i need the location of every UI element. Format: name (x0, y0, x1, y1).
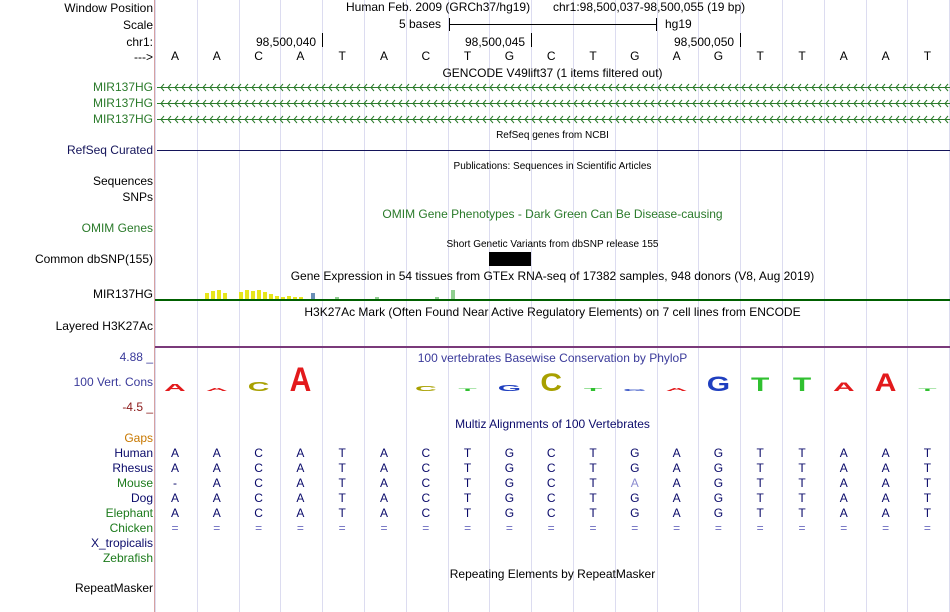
alignment-base-human: G (713, 446, 724, 460)
alignment-base-mouse: T (923, 476, 932, 490)
gencode-label-1[interactable]: MIR137HG (92, 80, 153, 94)
alignment-base-chicken: = (505, 521, 513, 535)
alignment-base-rhesus: C (421, 461, 431, 475)
reference-base: T (463, 49, 472, 63)
alignment-base-rhesus: A (296, 461, 305, 475)
alignment-base-mouse: A (881, 476, 890, 490)
sequences-label[interactable]: Sequences (92, 174, 153, 188)
alignment-base-chicken: = (840, 521, 848, 535)
species-label-xtropicalis[interactable]: X_tropicalis (90, 536, 153, 550)
alignment-base-rhesus: T (463, 461, 472, 475)
alignment-base-dog: A (379, 491, 388, 505)
refseq-track-title: RefSeq genes from NCBI (496, 130, 609, 141)
alignment-base-rhesus: T (589, 461, 597, 475)
species-label-rhesus[interactable]: Rhesus (112, 461, 153, 475)
conservation-letter: A (874, 368, 897, 397)
gtex-tissue-bar[interactable] (451, 290, 455, 299)
conservation-letter: C (414, 384, 437, 393)
species-label-human[interactable]: Human (114, 446, 153, 460)
alignment-base-rhesus: A (379, 461, 388, 475)
reference-base: C (546, 49, 556, 63)
alignment-base-chicken: = (547, 521, 555, 535)
alignment-base-dog: G (504, 491, 515, 505)
conservation-letter: A (665, 386, 688, 393)
alignment-base-mouse: C (254, 476, 263, 490)
alignment-base-elephant: A (296, 506, 305, 520)
reference-base: A (672, 49, 681, 63)
alignment-base-elephant: A (839, 506, 848, 520)
reference-base: T (923, 49, 932, 63)
alignment-base-elephant: A (212, 506, 221, 520)
refseq-gene-line[interactable] (157, 150, 950, 151)
reference-base: A (379, 49, 388, 63)
reference-base: A (296, 49, 305, 63)
alignment-base-mouse: T (589, 476, 597, 490)
alignment-base-chicken: = (882, 521, 890, 535)
alignment-base-dog: T (463, 491, 472, 505)
conservation-letter: G (706, 371, 731, 396)
phylop-conservation-logo[interactable] (155, 360, 950, 399)
alignment-base-rhesus: C (254, 461, 263, 475)
alignment-base-mouse: T (338, 476, 346, 490)
alignment-base-rhesus: G (630, 461, 640, 475)
alignment-base-elephant: C (421, 506, 431, 520)
alignment-base-dog: T (338, 491, 346, 505)
alignment-base-mouse: A (839, 476, 848, 490)
alignment-base-human: A (212, 446, 221, 460)
alignment-base-elephant: T (463, 506, 472, 520)
snps-label[interactable]: SNPs (122, 190, 153, 204)
conservation-letter: T (918, 388, 937, 392)
alignment-base-elephant: A (379, 506, 388, 520)
alignment-base-chicken: = (171, 521, 179, 535)
h3k27ac-label[interactable]: Layered H3K27Ac (55, 319, 153, 333)
ruler-tick-1 (322, 33, 323, 47)
alignment-base-rhesus: G (504, 461, 515, 475)
dbsnp-variant-block[interactable] (489, 252, 531, 266)
alignment-base-chicken: = (673, 521, 681, 535)
reference-base: G (630, 49, 640, 63)
alignment-base-elephant: G (504, 506, 515, 520)
alignment-base-mouse: A (379, 476, 388, 490)
conservation-letter: C (247, 379, 270, 394)
species-label-chicken[interactable]: Chicken (109, 521, 153, 535)
ruler-tick-label-1: 98,500,040 (256, 35, 317, 49)
alignment-base-human: T (338, 446, 346, 460)
position-title: chr1:98,500,037-98,500,055 (19 bp) (553, 0, 746, 14)
alignment-base-human: C (546, 446, 556, 460)
scale-bar-start (449, 18, 450, 31)
reference-base: T (338, 49, 346, 63)
alignment-base-mouse: - (173, 476, 177, 490)
reference-base: T (798, 49, 806, 63)
conservation-letter: T (458, 388, 477, 392)
alignment-base-human: C (254, 446, 263, 460)
chrom-label: chr1: (126, 35, 153, 49)
alignment-base-rhesus: T (798, 461, 806, 475)
alignment-base-rhesus: A (881, 461, 890, 475)
alignment-base-rhesus: T (338, 461, 346, 475)
cons-track-label[interactable]: 100 Vert. Cons (73, 375, 153, 389)
alignment-base-human: A (881, 446, 890, 460)
alignment-base-human: A (170, 446, 179, 460)
phylop-track-title: 100 vertebrates Basewise Conservation by PhyloP (417, 351, 688, 365)
alignment-base-elephant: A (881, 506, 890, 520)
alignment-base-human: T (756, 446, 764, 460)
alignment-base-human: A (839, 446, 848, 460)
alignment-base-dog: T (589, 491, 597, 505)
alignment-base-chicken: = (756, 521, 764, 535)
alignment-base-elephant: T (589, 506, 597, 520)
gencode-label-2[interactable]: MIR137HG (92, 96, 153, 110)
alignment-base-human: G (630, 446, 640, 460)
alignment-base-mouse: T (463, 476, 472, 490)
pubs-track-title: Publications: Sequences in Scientific Articles (453, 161, 652, 172)
alignment-base-rhesus: C (546, 461, 556, 475)
gtex-tissue-bar[interactable] (211, 291, 215, 299)
alignment-base-rhesus: A (839, 461, 848, 475)
alignment-base-elephant: T (923, 506, 932, 520)
scale-label: Scale (122, 18, 153, 32)
alignment-base-dog: T (798, 491, 806, 505)
alignment-base-human: A (672, 446, 681, 460)
alignment-base-dog: A (170, 491, 179, 505)
alignment-base-dog: G (630, 491, 640, 505)
alignment-base-elephant: G (630, 506, 640, 520)
gaps-label[interactable]: Gaps (124, 431, 153, 445)
gtex-gene-label[interactable]: MIR137HG (92, 287, 153, 301)
omim-label[interactable]: OMIM Genes (81, 221, 153, 235)
alignment-base-chicken: = (923, 521, 931, 535)
alignment-base-mouse: G (504, 476, 515, 490)
conservation-letter: A (832, 379, 855, 394)
gtex-tissue-bar[interactable] (263, 292, 267, 299)
alignment-base-mouse: T (756, 476, 764, 490)
ruler-tick-label-3: 98,500,050 (674, 35, 735, 49)
db-label: hg19 (665, 17, 692, 31)
gtex-tissue-bar[interactable] (239, 292, 243, 299)
alignment-base-chicken: = (589, 521, 597, 535)
scale-text: 5 bases (399, 17, 442, 31)
alignment-base-dog: A (296, 491, 305, 505)
alignment-base-dog: A (672, 491, 681, 505)
conservation-letter: C (540, 368, 563, 397)
alignment-base-elephant: C (254, 506, 263, 520)
alignment-base-rhesus: A (170, 461, 179, 475)
repeatmasker-label[interactable]: RepeatMasker (74, 581, 153, 595)
species-label-dog[interactable]: Dog (130, 491, 153, 505)
common-dbsnp-label[interactable]: Common dbSNP(155) (34, 252, 153, 266)
cons-min-label: -4.5 _ (122, 400, 153, 414)
reference-base: A (212, 49, 221, 63)
reference-base: G (504, 49, 515, 63)
gencode-strand-arrows (155, 116, 950, 124)
conservation-letter: T (583, 386, 603, 393)
alignment-base-mouse: A (672, 476, 681, 490)
alignment-base-dog: A (839, 491, 848, 505)
gtex-baseline (155, 299, 950, 301)
alignment-base-elephant: G (713, 506, 724, 520)
refseq-label[interactable]: RefSeq Curated (66, 143, 153, 157)
alignment-base-elephant: T (756, 506, 764, 520)
gencode-strand-arrows (155, 84, 950, 92)
reference-base: C (254, 49, 263, 63)
species-label-zebrafish[interactable]: Zebrafish (102, 551, 153, 565)
alignment-base-human: A (379, 446, 388, 460)
alignment-base-chicken: = (380, 521, 388, 535)
alignment-base-dog: C (421, 491, 431, 505)
alignment-base-dog: C (254, 491, 263, 505)
strand-arrow-label[interactable]: ---> (134, 50, 153, 64)
gtex-tissue-bar[interactable] (251, 291, 255, 299)
alignment-base-elephant: A (170, 506, 179, 520)
alignment-base-chicken: = (422, 521, 430, 535)
alignment-base-chicken: = (338, 521, 346, 535)
conservation-letter: G (497, 383, 522, 393)
alignment-base-rhesus: A (212, 461, 221, 475)
ruler-tick-2 (531, 33, 532, 47)
alignment-base-chicken: = (213, 521, 221, 535)
alignment-base-mouse: A (296, 476, 305, 490)
alignment-base-mouse: G (713, 476, 724, 490)
alignment-base-mouse: C (546, 476, 556, 490)
alignment-base-dog: A (212, 491, 221, 505)
alignment-base-dog: A (881, 491, 890, 505)
species-label-elephant[interactable]: Elephant (105, 506, 153, 520)
conservation-letter: A (205, 387, 228, 392)
cons-max-label: 4.88 _ (119, 350, 153, 364)
ruler-tick-label-2: 98,500,045 (465, 35, 526, 49)
conservation-letter: A (164, 382, 186, 394)
reference-base: A (881, 49, 890, 63)
scale-bar-end (656, 18, 657, 31)
ruler-tick-3 (740, 33, 741, 47)
scale-bar (449, 24, 657, 25)
alignment-base-human: C (421, 446, 431, 460)
alignment-base-dog: C (546, 491, 556, 505)
alignment-base-chicken: = (798, 521, 806, 535)
gencode-strand-arrows (155, 100, 950, 108)
reference-base: T (589, 49, 597, 63)
reference-base: A (170, 49, 179, 63)
alignment-base-human: A (296, 446, 305, 460)
alignment-base-chicken: = (464, 521, 472, 535)
alignment-base-human: T (923, 446, 932, 460)
alignment-base-mouse: A (212, 476, 221, 490)
alignment-base-chicken: = (631, 521, 639, 535)
alignment-base-rhesus: T (756, 461, 764, 475)
alignment-base-mouse: T (798, 476, 806, 490)
alignment-base-human: T (798, 446, 806, 460)
alignment-base-elephant: T (338, 506, 346, 520)
species-label-mouse[interactable]: Mouse (116, 476, 153, 490)
alignment-base-elephant: A (672, 506, 681, 520)
alignment-base-dog: T (923, 491, 932, 505)
reference-base: C (421, 49, 431, 63)
alignment-base-mouse: A (630, 476, 639, 490)
track-labels-panel (0, 0, 155, 612)
conservation-letter: A (289, 360, 312, 399)
gtex-tissue-bar[interactable] (245, 290, 249, 299)
track-image-panel[interactable] (155, 0, 950, 612)
multiz-track-title: Multiz Alignments of 100 Vertebrates (455, 417, 650, 431)
omim-track-title: OMIM Gene Phenotypes - Dark Green Can Be Disease-causing (382, 207, 723, 221)
h3k27ac-track-title: H3K27Ac Mark (Often Found Near Active Regulatory Elements) on 7 cell lines from ENCODE (304, 305, 801, 319)
alignment-base-dog: T (756, 491, 764, 505)
conservation-letter: T (792, 373, 812, 396)
dbsnp-track-title: Short Genetic Variants from dbSNP release 155 (446, 239, 659, 250)
assembly-title: Human Feb. 2009 (GRCh37/hg19) (346, 0, 531, 14)
alignment-base-chicken: = (296, 521, 304, 535)
conservation-letter: T (751, 373, 770, 396)
alignment-base-human: T (589, 446, 597, 460)
gencode-track-title: GENCODE V49lift37 (1 items filtered out) (442, 66, 663, 80)
repeatmasker-track-title: Repeating Elements by RepeatMasker (449, 567, 656, 581)
alignment-base-dog: G (713, 491, 724, 505)
alignment-base-rhesus: T (923, 461, 932, 475)
alignment-base-chicken: = (714, 521, 722, 535)
alignment-base-human: G (504, 446, 515, 460)
alignment-base-rhesus: A (672, 461, 681, 475)
alignment-base-chicken: = (255, 521, 263, 535)
h3k27ac-signal-line (155, 346, 950, 348)
alignment-base-rhesus: G (713, 461, 724, 475)
gencode-label-3[interactable]: MIR137HG (92, 112, 153, 126)
gtex-tissue-bar[interactable] (217, 290, 221, 299)
alignment-base-elephant: C (546, 506, 556, 520)
conservation-letter: G (623, 388, 647, 392)
alignment-base-elephant: T (798, 506, 806, 520)
reference-base: A (839, 49, 848, 63)
window-position-label: Window Position (64, 1, 153, 15)
gtex-tissue-bar[interactable] (257, 290, 261, 299)
alignment-base-mouse: C (421, 476, 431, 490)
gtex-track-title: Gene Expression in 54 tissues from GTEx RNA-seq of 17382 samples, 948 donors (V8, Aug 2019) (290, 269, 815, 283)
reference-base: G (713, 49, 724, 63)
alignment-base-human: T (463, 446, 472, 460)
reference-base: T (756, 49, 764, 63)
